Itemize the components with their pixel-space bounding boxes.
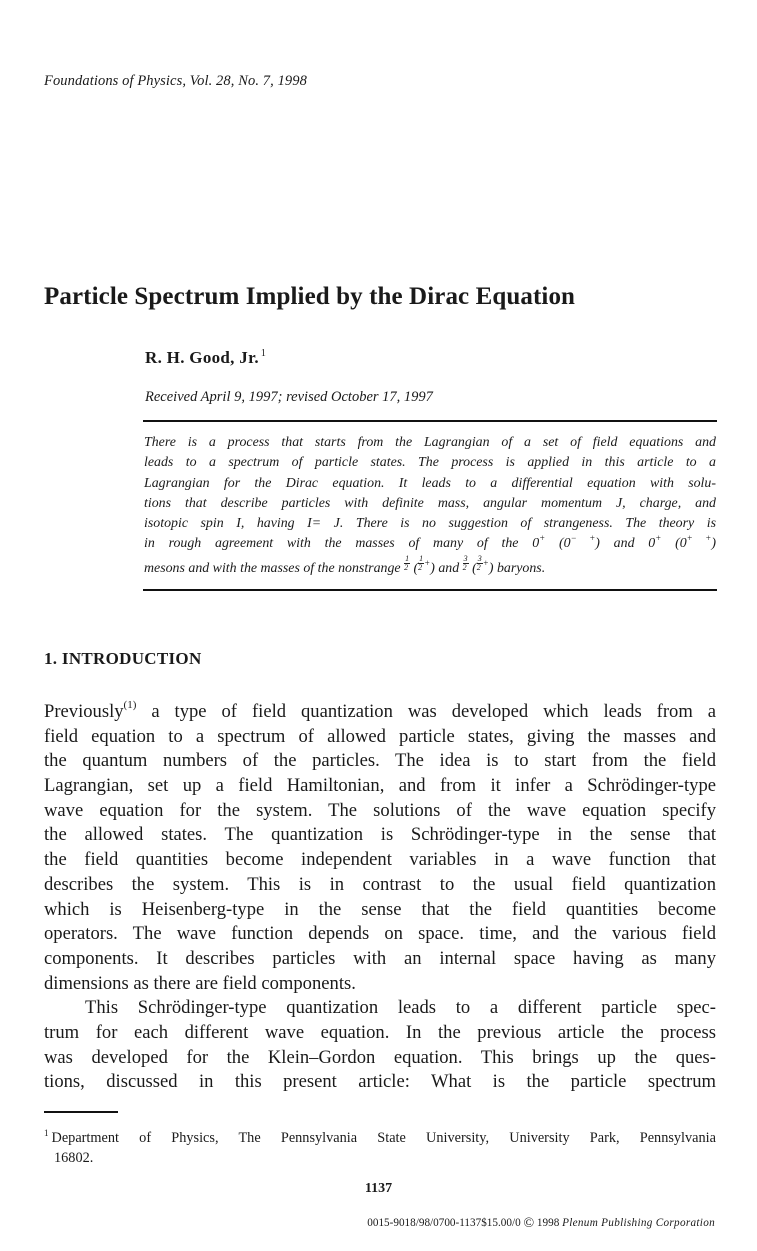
body-line: the quantum numbers of the particles. The idea is to start from the field	[44, 750, 716, 772]
abstract-text: mesons and with the masses of the nonstrange	[144, 560, 405, 576]
abstract-text: ) and	[430, 560, 463, 576]
body-line: wave equation for the system. The solutions of the wave equation specify	[44, 799, 716, 821]
abstract-line: Lagrangian for the Dirac equation. It leads to a differential equation with solu-	[144, 475, 716, 491]
abstract-line: tions that describe particles with definite mass, angular momentum J, charge, and	[144, 495, 716, 511]
parity-superscript: +	[482, 557, 489, 568]
abstract-text: ) and 0	[595, 536, 656, 552]
footnote-line: 16802.	[54, 1150, 94, 1166]
abstract-bottom-rule	[143, 589, 717, 591]
copyright-code: 0015-9018/98/0700-1137$15.00/0	[367, 1217, 521, 1229]
abstract-line	[144, 555, 716, 575]
body-text-run: a type of field quantization was developed which leads from a	[136, 701, 716, 722]
body-line	[44, 700, 716, 725]
abstract-text: (0	[545, 536, 571, 552]
body-line: the field quantities become independent variables in a wave function that	[44, 849, 716, 871]
body-line: Lagrangian, set up a field Hamiltonian, and from it infer a Schrödinger-type	[44, 775, 716, 797]
abstract-text: (0	[661, 536, 687, 552]
fraction-denominator: 2	[418, 562, 423, 572]
footnote-line	[44, 1128, 716, 1148]
body-line: dimensions as there are field components.	[44, 972, 356, 994]
body-line: components. It describes particles with an internal space having as many	[44, 947, 716, 969]
copyright-symbol: ©	[523, 1216, 535, 1231]
publisher-name: Plenum Publishing Corporation	[562, 1217, 715, 1229]
abstract-line: leads to a spectrum of particle states. The process is applied in this article to a	[144, 455, 716, 471]
article-title: Particle Spectrum Implied by the Dirac Equation	[44, 283, 576, 310]
author-footnote-mark: 1	[260, 348, 267, 359]
parity-superscript: +	[655, 533, 662, 544]
abstract-text: (	[410, 560, 419, 576]
abstract	[144, 433, 716, 575]
section-heading: 1. INTRODUCTION	[44, 649, 202, 668]
author-name: R. H. Good, Jr.	[145, 348, 259, 367]
received-dates: Received April 9, 1997; revised October 17, 1997	[145, 389, 433, 405]
body-line: field equation to a spectrum of allowed particle states, giving the masses and	[44, 725, 716, 747]
footnote-text: Department of Physics, The Pennsylvania State University, University Park, Pennsylvania	[51, 1130, 716, 1146]
copyright-line	[367, 1216, 715, 1232]
author-line	[145, 348, 266, 368]
copyright-year: 1998	[536, 1217, 560, 1229]
fraction-denominator: 2	[404, 562, 409, 572]
body-line: operators. The wave function depends on space. time, and the various field	[44, 923, 716, 945]
abstract-text: (	[468, 560, 477, 576]
abstract-text: in rough agreement with the masses of many of the 0	[144, 536, 540, 552]
body-line: tions, discussed in this present article: What is the particle spectrum	[44, 1071, 716, 1093]
fraction-numerator: 1	[405, 553, 410, 563]
fraction-numerator: 3	[463, 553, 468, 563]
fraction-numerator: 3	[477, 553, 482, 563]
body-line: the allowed states. The quantization is Schrödinger-type in the sense that	[44, 824, 716, 846]
fraction-denominator: 2	[462, 562, 467, 572]
abstract-line: isotopic spin I, having I= J. There is no suggestion of strangeness. The theory is	[144, 516, 716, 532]
parity-superscript: +	[424, 557, 431, 568]
abstract-top-rule	[143, 420, 717, 422]
journal-citation: Foundations of Physics, Vol. 28, No. 7, 1998	[44, 73, 307, 89]
fraction-denominator: 2	[476, 562, 481, 572]
abstract-text: ) baryons.	[488, 560, 546, 576]
footnote	[44, 1128, 716, 1168]
body-line: trum for each different wave equation. In the previous article the process	[44, 1021, 716, 1043]
abstract-text: )	[711, 536, 716, 552]
abstract-line: There is a process that starts from the Lagrangian of a set of field equations and	[144, 435, 716, 450]
reference-citation: (1)	[123, 699, 137, 711]
footnote-rule	[44, 1111, 118, 1113]
body-line: was developed for the Klein–Gordon equation. This brings up the ques-	[44, 1046, 716, 1068]
parity-superscript: + +	[686, 533, 712, 544]
body-line: which is Heisenberg-type in the sense that the field quantities become	[44, 898, 716, 920]
footnote-mark: 1	[44, 1128, 49, 1138]
abstract-line	[144, 534, 716, 554]
body-line: This Schrödinger-type quantization leads to a different particle spec-	[85, 997, 716, 1019]
page-number: 1137	[364, 1181, 393, 1196]
body-text	[44, 700, 716, 1095]
parity-superscript: +	[539, 533, 546, 544]
parity-superscript: − +	[570, 533, 596, 544]
body-line: describes the system. This is in contrast to the usual field quantization	[44, 873, 716, 895]
fraction-numerator: 1	[419, 553, 424, 563]
body-text-run: Previously	[44, 701, 124, 722]
